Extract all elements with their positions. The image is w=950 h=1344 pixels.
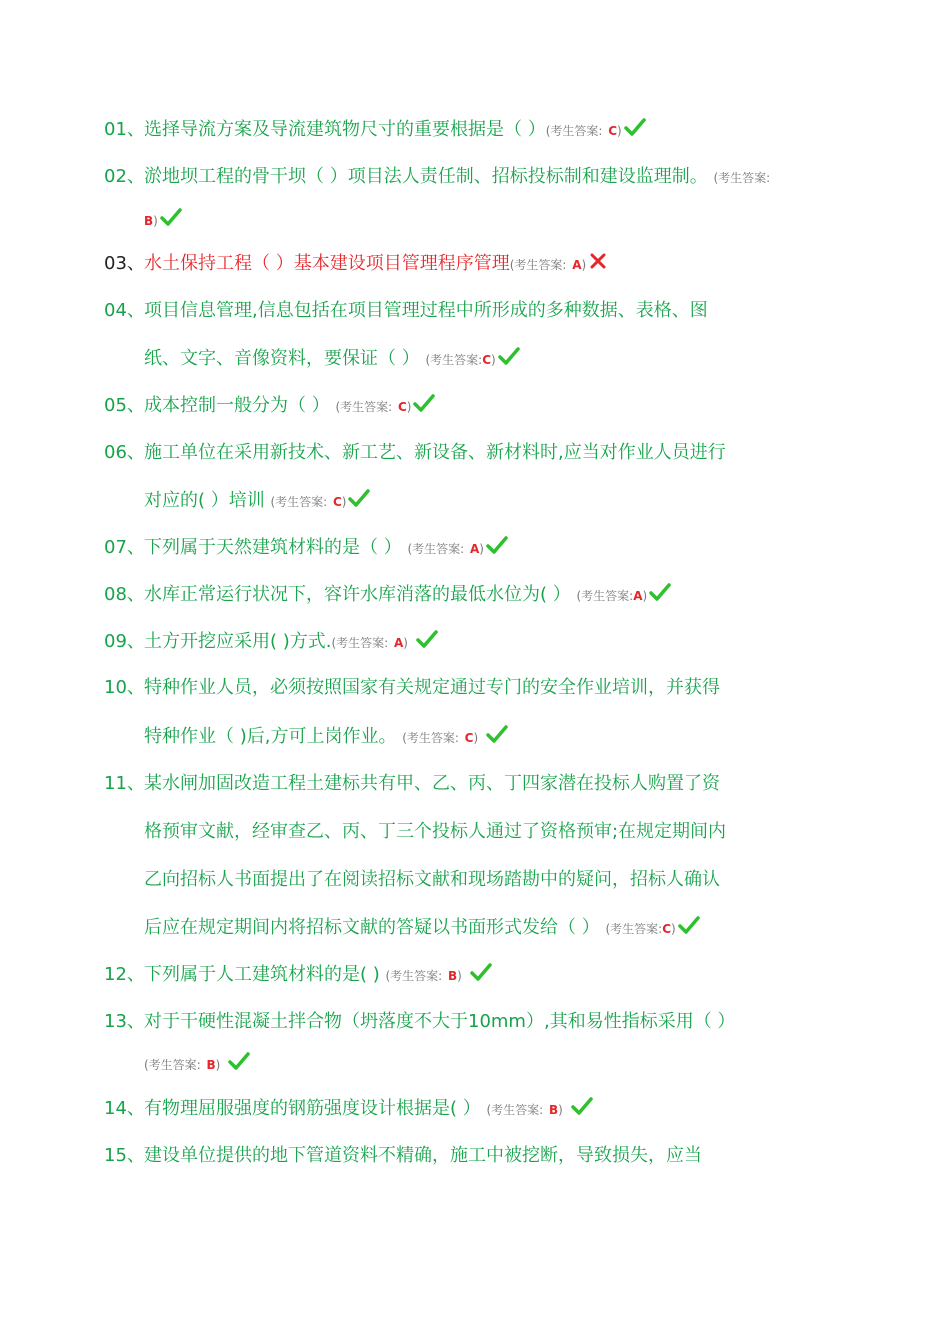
examinee-answer: C bbox=[332, 495, 342, 509]
check-icon bbox=[498, 346, 520, 366]
question-number: 14、 bbox=[104, 1098, 145, 1119]
cross-icon bbox=[588, 251, 608, 271]
question-text-line: 特种作业人员，必须按照国家有关规定通过专门的安全作业培训，并获得 bbox=[144, 677, 720, 698]
answer-label: (考生答案: bbox=[385, 969, 443, 983]
question-text-line: B) bbox=[144, 196, 182, 245]
question-number: 15、 bbox=[104, 1145, 145, 1166]
answer-label: (考生答案: bbox=[407, 542, 465, 556]
question-text-line: 选择导流方案及导流建筑物尺寸的重要根据是（ ）(考生答案: C) bbox=[144, 106, 646, 155]
question-number: 03、 bbox=[104, 253, 145, 274]
question-text-line: 土方开挖应采用( )方式.(考生答案: A) bbox=[144, 618, 438, 667]
check-icon bbox=[160, 207, 182, 227]
question-text-line: 对于干硬性混凝土拌合物（坍落度不大于10mm）,其和易性指标采用（ ） bbox=[144, 1011, 736, 1032]
examinee-answer: A bbox=[572, 258, 582, 272]
check-icon bbox=[348, 488, 370, 508]
examinee-answer: A bbox=[633, 589, 643, 603]
check-icon bbox=[571, 1096, 593, 1116]
answer-label: (考生答案: bbox=[331, 636, 389, 650]
answer-label: (考生答案: bbox=[335, 400, 393, 414]
answer-label: (考生答案: bbox=[605, 922, 663, 936]
check-icon bbox=[624, 117, 646, 137]
question-text-line: 特种作业（ )后,方可上岗作业。 (考生答案: C) bbox=[144, 713, 508, 762]
examinee-answer: A bbox=[393, 636, 404, 650]
answer-label: (考生答案: bbox=[486, 1103, 544, 1117]
question-number: 04、 bbox=[104, 300, 145, 321]
examinee-answer: C bbox=[464, 731, 474, 745]
examinee-answer: B bbox=[447, 969, 458, 983]
question-number: 11、 bbox=[104, 773, 145, 794]
check-icon bbox=[649, 582, 671, 602]
question-number: 10、 bbox=[104, 677, 145, 698]
question-text-line: (考生答案: B) bbox=[144, 1040, 250, 1089]
question-text-line: 格预审文献，经审查乙、丙、丁三个投标人通过了资格预审;在规定期间内 bbox=[144, 821, 727, 842]
question-text-line: 纸、文字、音像资料，要保证（ ） (考生答案:C) bbox=[144, 335, 520, 384]
question-text-line: 对应的( ）培训 (考生答案: C) bbox=[144, 477, 370, 526]
check-icon bbox=[413, 393, 435, 413]
examinee-answer: C bbox=[397, 400, 407, 414]
question-text-line: 水土保持工程（ ）基本建设项目管理程序管理(考生答案: A) bbox=[144, 240, 608, 289]
examinee-answer: B bbox=[144, 214, 154, 228]
question-number: 06、 bbox=[104, 442, 145, 463]
answer-label: (考生答案: bbox=[270, 495, 328, 509]
question-number: 08、 bbox=[104, 584, 145, 605]
question-text-line: 下列属于人工建筑材料的是( ) (考生答案: B) bbox=[144, 951, 492, 1000]
question-number: 12、 bbox=[104, 964, 145, 985]
question-number: 01、 bbox=[104, 119, 145, 140]
answer-label: (考生答案: bbox=[144, 1058, 201, 1072]
examinee-answer: C bbox=[608, 124, 618, 138]
question-text-line: 建设单位提供的地下管道资料不精确，施工中被挖断，导致损失，应当 bbox=[144, 1145, 702, 1166]
question-text-line: 乙向招标人书面提出了在阅读招标文献和现场踏勘中的疑问，招标人确认 bbox=[144, 869, 720, 890]
check-icon bbox=[416, 629, 438, 649]
answer-label: (考生答案: bbox=[713, 171, 771, 185]
examinee-answer: C bbox=[662, 922, 672, 936]
question-text-line: 某水闸加固改造工程土建标共有甲、乙、丙、丁四家潜在投标人购置了资 bbox=[144, 773, 720, 794]
question-number: 09、 bbox=[104, 631, 145, 652]
question-number: 05、 bbox=[104, 395, 145, 416]
question-number: 02、 bbox=[104, 166, 145, 187]
examinee-answer: A bbox=[469, 542, 480, 556]
answer-label: (考生答案: bbox=[402, 731, 459, 745]
check-icon bbox=[486, 535, 508, 555]
question-text-line: 项目信息管理,信息包括在项目管理过程中所形成的多种数据、表格、图 bbox=[144, 300, 708, 321]
question-number: 13、 bbox=[104, 1011, 145, 1032]
check-icon bbox=[486, 724, 508, 744]
answer-label: (考生答案: bbox=[509, 258, 567, 272]
answer-label: (考生答案: bbox=[545, 124, 603, 138]
check-icon bbox=[228, 1051, 250, 1071]
check-icon bbox=[470, 962, 492, 982]
examinee-answer: C bbox=[482, 353, 492, 367]
question-text-line: 成本控制一般分为（ ） (考生答案: C) bbox=[144, 382, 435, 431]
question-text-line: 下列属于天然建筑材料的是（ ） (考生答案: A) bbox=[144, 524, 508, 573]
answer-label: (考生答案: bbox=[576, 589, 634, 603]
examinee-answer: B bbox=[548, 1103, 559, 1117]
question-text-line: 有物理屈服强度的钢筋强度设计根据是( ） (考生答案: B) bbox=[144, 1085, 593, 1134]
check-icon bbox=[678, 915, 700, 935]
question-text-line: 施工单位在采用新技术、新工艺、新设备、新材料时,应当对作业人员进行 bbox=[144, 442, 726, 463]
answer-label: (考生答案: bbox=[425, 353, 483, 367]
question-text-line: 水库正常运行状况下，容许水库消落的最低水位为( ） (考生答案:A) bbox=[144, 571, 671, 620]
question-text-line: 淤地坝工程的骨干坝（ ）项目法人责任制、招标投标制和建设监理制。 (考生答案: bbox=[144, 166, 771, 187]
question-text-line: 后应在规定期间内将招标文献的答疑以书面形式发给（ ） (考生答案:C) bbox=[144, 904, 700, 953]
question-number: 07、 bbox=[104, 537, 145, 558]
examinee-answer: B bbox=[206, 1058, 216, 1072]
